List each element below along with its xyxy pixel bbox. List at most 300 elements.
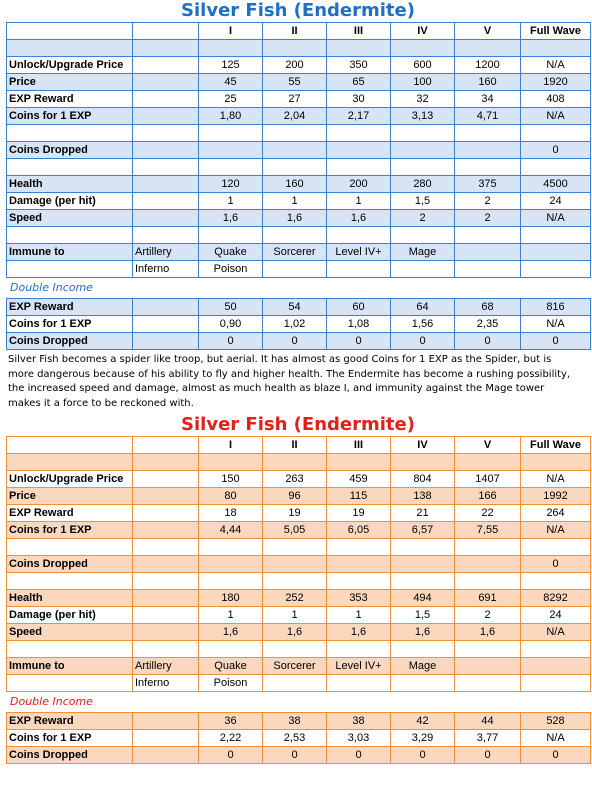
table-cell: 30 <box>327 91 391 108</box>
table-cell <box>455 573 521 590</box>
table-cell <box>199 573 263 590</box>
table-cell: 1 <box>327 607 391 624</box>
table-cell <box>133 573 199 590</box>
table-cell <box>263 675 327 692</box>
table-cell <box>133 556 199 573</box>
table-cell: 8292 <box>521 590 591 607</box>
table-cell <box>263 125 327 142</box>
table-row <box>7 488 591 505</box>
row-label: Coins for 1 EXP <box>7 522 133 539</box>
table-cell <box>455 261 521 278</box>
table-cell: 3,77 <box>455 730 521 747</box>
table-cell: 125 <box>199 57 263 74</box>
table-row <box>7 658 591 675</box>
table-cell: 0 <box>521 333 591 350</box>
table-cell: 1 <box>327 193 391 210</box>
table-cell <box>521 675 591 692</box>
table-cell <box>133 91 199 108</box>
row-label: Speed <box>7 210 133 227</box>
double-income-row <box>7 692 591 713</box>
table-cell: 150 <box>199 471 263 488</box>
table-cell: 7,55 <box>455 522 521 539</box>
table-cell: 1,6 <box>455 624 521 641</box>
table-cell: 45 <box>199 74 263 91</box>
table-cell: 0 <box>263 333 327 350</box>
table-cell: 1 <box>263 607 327 624</box>
table-cell: 160 <box>263 176 327 193</box>
table-cell <box>521 159 591 176</box>
table-cell <box>263 227 327 244</box>
section2-table <box>6 436 591 764</box>
table-cell: 263 <box>263 471 327 488</box>
table-cell <box>199 454 263 471</box>
table-cell: 115 <box>327 488 391 505</box>
table-cell: 6,57 <box>391 522 455 539</box>
table-cell: 32 <box>391 91 455 108</box>
table-cell <box>455 658 521 675</box>
table-cell: 24 <box>521 607 591 624</box>
table-cell: Level IV+ <box>327 244 391 261</box>
table-cell <box>199 40 263 57</box>
table-cell <box>327 539 391 556</box>
table-row <box>7 607 591 624</box>
table-cell: 0 <box>521 747 591 764</box>
table-cell: Mage <box>391 658 455 675</box>
table-cell <box>327 573 391 590</box>
table-cell: 0 <box>327 747 391 764</box>
table-cell: 2 <box>455 607 521 624</box>
table-cell: 1992 <box>521 488 591 505</box>
table-cell <box>521 261 591 278</box>
table-cell: 6,05 <box>327 522 391 539</box>
table-cell <box>133 607 199 624</box>
table-cell: N/A <box>521 57 591 74</box>
row-label: EXP Reward <box>7 713 133 730</box>
table-cell <box>263 40 327 57</box>
table-cell <box>133 74 199 91</box>
table-row <box>7 261 591 278</box>
table-cell <box>455 675 521 692</box>
table-cell <box>521 641 591 658</box>
table-cell: 55 <box>263 74 327 91</box>
table-cell: 1,6 <box>327 210 391 227</box>
table-cell: 350 <box>327 57 391 74</box>
table-cell: 494 <box>391 590 455 607</box>
table-cell <box>199 556 263 573</box>
table-row <box>7 125 591 142</box>
table-cell: Quake <box>199 244 263 261</box>
table-cell: 96 <box>263 488 327 505</box>
table-row <box>7 159 591 176</box>
table-cell <box>521 539 591 556</box>
table-cell <box>199 142 263 159</box>
table-cell <box>263 641 327 658</box>
row-label <box>7 125 133 142</box>
table-row <box>7 142 591 159</box>
table-cell: Inferno <box>133 261 199 278</box>
double-income-heading: Double Income <box>7 692 591 713</box>
table-cell <box>263 142 327 159</box>
table-cell <box>133 40 199 57</box>
table-cell: 24 <box>521 193 591 210</box>
table-cell <box>391 539 455 556</box>
table-cell <box>133 193 199 210</box>
table-cell <box>327 641 391 658</box>
table-cell: 1,6 <box>263 210 327 227</box>
table-cell: 1,56 <box>391 316 455 333</box>
table-row <box>7 522 591 539</box>
table-cell <box>327 159 391 176</box>
row-label: Coins for 1 EXP <box>7 730 133 747</box>
header-cell: III <box>327 437 391 454</box>
double-income-row <box>7 278 591 299</box>
table-cell <box>391 556 455 573</box>
table-cell <box>133 227 199 244</box>
table-cell <box>199 125 263 142</box>
table-row <box>7 210 591 227</box>
table-cell <box>133 299 199 316</box>
row-label: Speed <box>7 624 133 641</box>
table-cell <box>133 522 199 539</box>
table-cell <box>133 539 199 556</box>
table-cell: 459 <box>327 471 391 488</box>
table-cell: 2 <box>391 210 455 227</box>
table-row <box>7 624 591 641</box>
table-cell: N/A <box>521 624 591 641</box>
table-cell: 0 <box>327 333 391 350</box>
table-cell: 19 <box>327 505 391 522</box>
table-cell: 36 <box>199 713 263 730</box>
table-cell: 65 <box>327 74 391 91</box>
table-row <box>7 675 591 692</box>
row-label: Price <box>7 74 133 91</box>
row-label: Coins Dropped <box>7 556 133 573</box>
table-row <box>7 40 591 57</box>
table-cell: N/A <box>521 316 591 333</box>
table-row <box>7 713 591 730</box>
table-cell <box>199 539 263 556</box>
table-cell <box>455 159 521 176</box>
table-cell <box>133 624 199 641</box>
table-cell: 1,6 <box>263 624 327 641</box>
row-label: Unlock/Upgrade Price <box>7 471 133 488</box>
table-cell: 0 <box>521 142 591 159</box>
header-cell: II <box>263 23 327 40</box>
header-cell: III <box>327 23 391 40</box>
table-cell: 44 <box>455 713 521 730</box>
header-cell: IV <box>391 23 455 40</box>
table-cell: 80 <box>199 488 263 505</box>
header-cell <box>133 23 199 40</box>
table-cell: 1407 <box>455 471 521 488</box>
table-cell: N/A <box>521 730 591 747</box>
table-cell <box>133 713 199 730</box>
table-cell: 1,02 <box>263 316 327 333</box>
table-cell <box>133 108 199 125</box>
table-cell: 0 <box>199 333 263 350</box>
table-row <box>7 573 591 590</box>
row-label: Coins Dropped <box>7 333 133 350</box>
table-cell <box>327 125 391 142</box>
table-cell <box>391 40 455 57</box>
table-cell: 2,17 <box>327 108 391 125</box>
table-cell <box>263 539 327 556</box>
table-cell: 528 <box>521 713 591 730</box>
table-row <box>7 57 591 74</box>
table-cell <box>133 176 199 193</box>
row-label <box>7 539 133 556</box>
table-cell: 816 <box>521 299 591 316</box>
table-cell: Artillery <box>133 658 199 675</box>
table-row <box>7 505 591 522</box>
header-row <box>7 437 591 454</box>
table-row <box>7 108 591 125</box>
table-cell: 38 <box>327 713 391 730</box>
table-cell: 64 <box>391 299 455 316</box>
table-cell: 4,71 <box>455 108 521 125</box>
table-cell <box>455 556 521 573</box>
table-cell <box>455 454 521 471</box>
header-cell <box>133 437 199 454</box>
table-cell: 22 <box>455 505 521 522</box>
table-cell <box>133 210 199 227</box>
row-label <box>7 641 133 658</box>
table-cell <box>133 159 199 176</box>
table-cell: 0 <box>263 747 327 764</box>
header-cell: Full Wave <box>521 437 591 454</box>
table-cell: 1,6 <box>327 624 391 641</box>
table-cell: 2 <box>455 193 521 210</box>
table-cell: Inferno <box>133 675 199 692</box>
table-cell <box>133 142 199 159</box>
table-row <box>7 176 591 193</box>
row-label <box>7 159 133 176</box>
header-cell: V <box>455 437 521 454</box>
row-label: Unlock/Upgrade Price <box>7 57 133 74</box>
table-cell <box>133 57 199 74</box>
table-cell <box>327 454 391 471</box>
header-row <box>7 23 591 40</box>
table-cell <box>199 227 263 244</box>
table-cell: 1,5 <box>391 193 455 210</box>
table-row <box>7 590 591 607</box>
table-cell: 0 <box>455 333 521 350</box>
row-label: Price <box>7 488 133 505</box>
table-cell: 2,35 <box>455 316 521 333</box>
table-cell: 60 <box>327 299 391 316</box>
table-row <box>7 454 591 471</box>
table-cell: N/A <box>521 210 591 227</box>
table-cell <box>199 641 263 658</box>
header-cell <box>7 437 133 454</box>
section2-title: Silver Fish (Endermite) <box>181 414 415 436</box>
table-cell <box>391 125 455 142</box>
table-cell: 1,6 <box>391 624 455 641</box>
section1-title: Silver Fish (Endermite) <box>181 0 415 21</box>
table-cell: 34 <box>455 91 521 108</box>
table-cell: Poison <box>199 261 263 278</box>
table-cell <box>455 40 521 57</box>
table-cell: 264 <box>521 505 591 522</box>
table-row <box>7 193 591 210</box>
table-cell <box>133 641 199 658</box>
table-cell: 68 <box>455 299 521 316</box>
table-cell <box>133 747 199 764</box>
table-cell: Sorcerer <box>263 658 327 675</box>
table-cell: N/A <box>521 522 591 539</box>
table-cell: 1,6 <box>199 624 263 641</box>
table-cell: 21 <box>391 505 455 522</box>
table-row <box>7 227 591 244</box>
row-label: Coins Dropped <box>7 142 133 159</box>
row-label: Immune to <box>7 244 133 261</box>
table-cell: Quake <box>199 658 263 675</box>
table-cell: 200 <box>263 57 327 74</box>
table-cell <box>133 730 199 747</box>
table-cell <box>263 261 327 278</box>
table-cell <box>521 658 591 675</box>
table-cell <box>133 333 199 350</box>
table-cell: 0 <box>391 333 455 350</box>
table-cell <box>133 454 199 471</box>
double-income-heading: Double Income <box>7 278 591 299</box>
table-cell <box>521 454 591 471</box>
table-cell: 2,53 <box>263 730 327 747</box>
table-cell: 2,04 <box>263 108 327 125</box>
header-cell: I <box>199 23 263 40</box>
table-cell: Artillery <box>133 244 199 261</box>
row-label <box>7 261 133 278</box>
header-cell: IV <box>391 437 455 454</box>
table-cell: 50 <box>199 299 263 316</box>
table-cell <box>521 125 591 142</box>
table-cell: 691 <box>455 590 521 607</box>
table-cell <box>521 244 591 261</box>
table-cell: 54 <box>263 299 327 316</box>
row-label: Health <box>7 176 133 193</box>
table-cell: 375 <box>455 176 521 193</box>
table-cell: 1920 <box>521 74 591 91</box>
table-cell: 100 <box>391 74 455 91</box>
row-label: Damage (per hit) <box>7 193 133 210</box>
table-cell: Sorcerer <box>263 244 327 261</box>
table-cell <box>133 590 199 607</box>
table-cell <box>455 641 521 658</box>
table-cell <box>133 488 199 505</box>
table-cell: 408 <box>521 91 591 108</box>
table-cell: 252 <box>263 590 327 607</box>
table-cell: 0 <box>521 556 591 573</box>
table-row <box>7 244 591 261</box>
table-cell: 353 <box>327 590 391 607</box>
table-cell: 18 <box>199 505 263 522</box>
table-cell <box>455 227 521 244</box>
section1-table <box>6 22 591 350</box>
table-cell <box>521 573 591 590</box>
table-cell <box>391 159 455 176</box>
table-cell <box>199 159 263 176</box>
table-cell <box>327 556 391 573</box>
header-cell <box>7 23 133 40</box>
header-cell: V <box>455 23 521 40</box>
row-label: Coins Dropped <box>7 747 133 764</box>
table-cell <box>391 675 455 692</box>
table-cell: 1,5 <box>391 607 455 624</box>
header-cell: II <box>263 437 327 454</box>
table-cell <box>263 159 327 176</box>
table-cell: 5,05 <box>263 522 327 539</box>
table-cell: 120 <box>199 176 263 193</box>
table-cell: Level IV+ <box>327 658 391 675</box>
table-cell <box>133 125 199 142</box>
table-cell <box>455 244 521 261</box>
table-row <box>7 641 591 658</box>
table-row <box>7 556 591 573</box>
table-cell: 1,08 <box>327 316 391 333</box>
description-paragraph: Silver Fish becomes a spider like troop, but aerial. It has almost as good Coins for 1 EXP as the Spider, but is more dangerous because of his ability to fly and higher health. The Endermite has become a rushing possibility, the increased speed and damage, almost as much health as blaze I, and immunity against the Mage tower makes it a force to be reckoned with. <box>8 354 571 409</box>
table-row <box>7 91 591 108</box>
table-cell <box>391 227 455 244</box>
table-cell: 200 <box>327 176 391 193</box>
table-cell <box>391 573 455 590</box>
table-cell <box>133 471 199 488</box>
table-cell: 0 <box>391 747 455 764</box>
table-cell: 4,44 <box>199 522 263 539</box>
table-cell: N/A <box>521 108 591 125</box>
table-cell: 1200 <box>455 57 521 74</box>
table-cell: 1 <box>263 193 327 210</box>
table-cell <box>455 142 521 159</box>
table-row <box>7 333 591 350</box>
table-cell <box>263 556 327 573</box>
table-cell: 180 <box>199 590 263 607</box>
table-cell: 0 <box>455 747 521 764</box>
row-label: EXP Reward <box>7 505 133 522</box>
table-cell <box>263 454 327 471</box>
table-cell: 280 <box>391 176 455 193</box>
table-cell: 0,90 <box>199 316 263 333</box>
table-cell <box>327 40 391 57</box>
row-label <box>7 454 133 471</box>
table-row <box>7 299 591 316</box>
table-cell: 600 <box>391 57 455 74</box>
table-cell: 804 <box>391 471 455 488</box>
table-cell: 4500 <box>521 176 591 193</box>
table-cell: 27 <box>263 91 327 108</box>
table-cell <box>455 539 521 556</box>
table-cell: 1,6 <box>199 210 263 227</box>
row-label <box>7 40 133 57</box>
table-cell: 2 <box>455 210 521 227</box>
table-cell <box>327 227 391 244</box>
table-cell: 25 <box>199 91 263 108</box>
row-label: Coins for 1 EXP <box>7 316 133 333</box>
table-cell: 3,13 <box>391 108 455 125</box>
table-cell: 2,22 <box>199 730 263 747</box>
table-cell <box>133 316 199 333</box>
table-cell: N/A <box>521 471 591 488</box>
table-cell: 0 <box>199 747 263 764</box>
table-cell <box>327 142 391 159</box>
table-cell <box>391 641 455 658</box>
table-cell <box>327 675 391 692</box>
table-cell: 42 <box>391 713 455 730</box>
table-cell <box>391 261 455 278</box>
row-label: Damage (per hit) <box>7 607 133 624</box>
table-row <box>7 730 591 747</box>
row-label <box>7 675 133 692</box>
table-row <box>7 316 591 333</box>
